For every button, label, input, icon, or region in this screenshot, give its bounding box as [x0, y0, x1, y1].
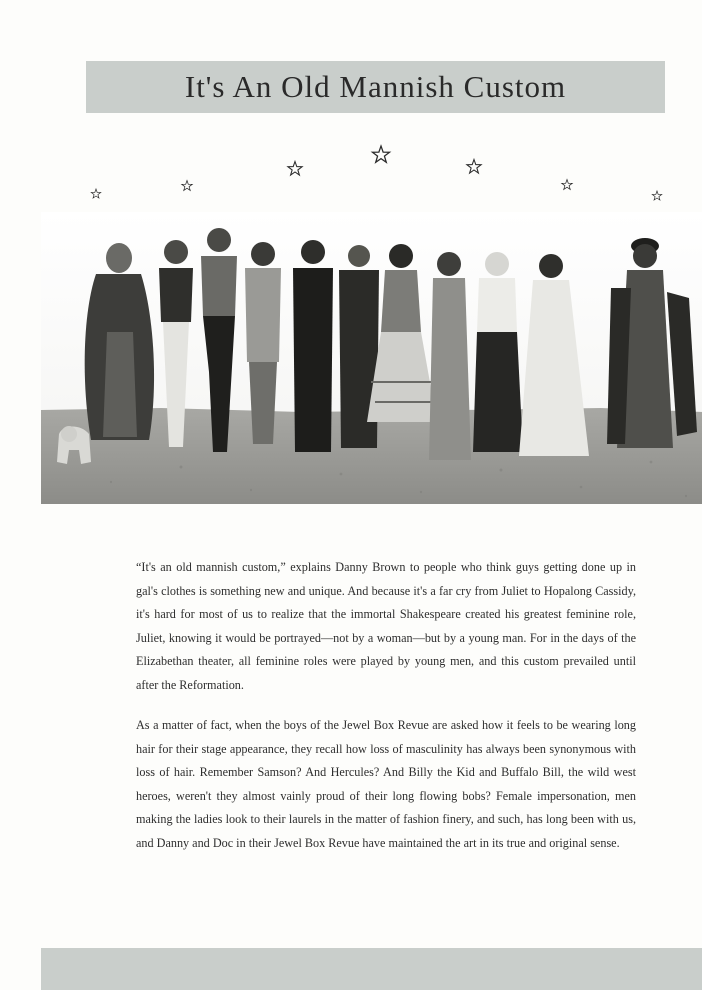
star-icon	[182, 181, 192, 191]
star-icon	[288, 162, 302, 176]
stars-decoration	[0, 0, 702, 240]
star-icon	[562, 180, 572, 190]
article-body	[136, 556, 636, 872]
title-band	[86, 61, 665, 113]
paragraph-2: As a matter of fact, when the boys of the Jewel Box Revue are asked how it feels to be wearing long hair for their stage appearance, they recall how loss of masculinity has always been synonymous with loss of hair. Remember Samson? And Hercules? And Billy the Kid and Buffalo Bill, the wild west heroes, weren't they almost vainly proud of their long flowing bobs? Female impersonation, men making the ladies look to their laurels in the matter of fashion finery, and such, has long been with us, and Danny and Doc in their Jewel Box Revue have maintained the art in its true and original sense.	[136, 718, 636, 850]
group-photo	[41, 212, 702, 504]
star-icon	[91, 189, 101, 198]
star-icon	[467, 160, 481, 174]
paragraph-1: “It's an old mannish custom,” explains Danny Brown to people who think guys getting done up in gal's clothes is something new and unique. And because it's a far cry from Juliet to Hopalong Cassidy, it's hard for most of us to realize that the immortal Shakespeare created his greatest feminine role, Juliet, knowing it would be portrayed—not by a woman—but by a young man. For in the days of the Elizabethan theater, all feminine roles were played by young men, and this custom prevailed until after the Reformation.	[136, 560, 636, 692]
star-icon	[372, 146, 389, 162]
star-icon	[652, 191, 662, 200]
footer-band	[41, 948, 702, 990]
page-title: It's An Old Mannish Custom	[184, 69, 567, 104]
